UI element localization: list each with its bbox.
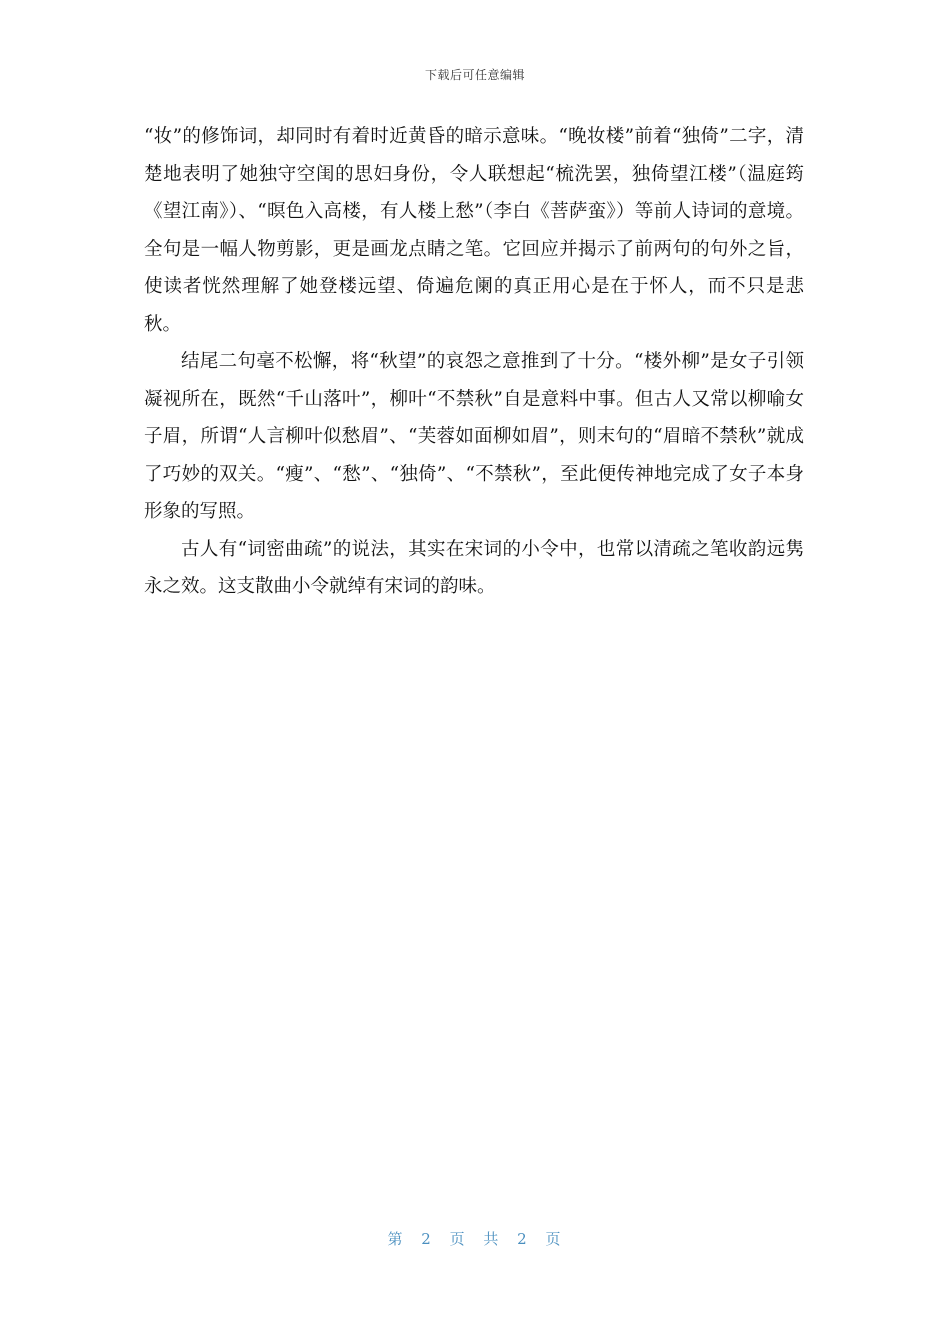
paragraph-1: “妆”的修饰词，却同时有着时近黄昏的暗示意味。“晚妆楼”前着“独倚”二字，清楚地表明了她独守空闺的思妇身份，令人联想起“梳洗罢，独倚望江楼”（温庭筠《望江南》）、“暝色入高楼，有人楼上愁”（李白《菩萨蛮》）等前人诗词的意境。全句是一幅人物剪影，更是画龙点睛之笔。它回应并揭示了前两句的句外之旨，使读者恍然理解了她登楼远望、倚遍危阑的真正用心是在于怀人，而不只是悲秋。 bbox=[144, 126, 804, 335]
page-header: 下载后可任意编辑 bbox=[424, 68, 525, 82]
page-footer: 第 2 页 共 2 页 bbox=[387, 1230, 563, 1248]
paragraph-3: 古人有“词密曲疏”的说法，其实在宋词的小令中，也常以清疏之笔收韵远隽永之效。这支散曲小令就绰有宋词的韵味。 bbox=[144, 538, 804, 597]
paragraph-2: 结尾二句毫不松懈，将“秋望”的哀怨之意推到了十分。“楼外柳”是女子引领凝视所在，既然“千山落叶”，柳叶“不禁秋”自是意料中事。但古人又常以柳喻女子眉，所谓“人言柳叶似愁眉”、“芙蓉如面柳如眉”，则末句的“眉暗不禁秋”就成了巧妙的双关。“瘦”、“愁”、“独倚”、“不禁秋”，至此便传神地完成了女子本身形象的写照。 bbox=[144, 351, 804, 522]
body-text bbox=[144, 118, 804, 606]
